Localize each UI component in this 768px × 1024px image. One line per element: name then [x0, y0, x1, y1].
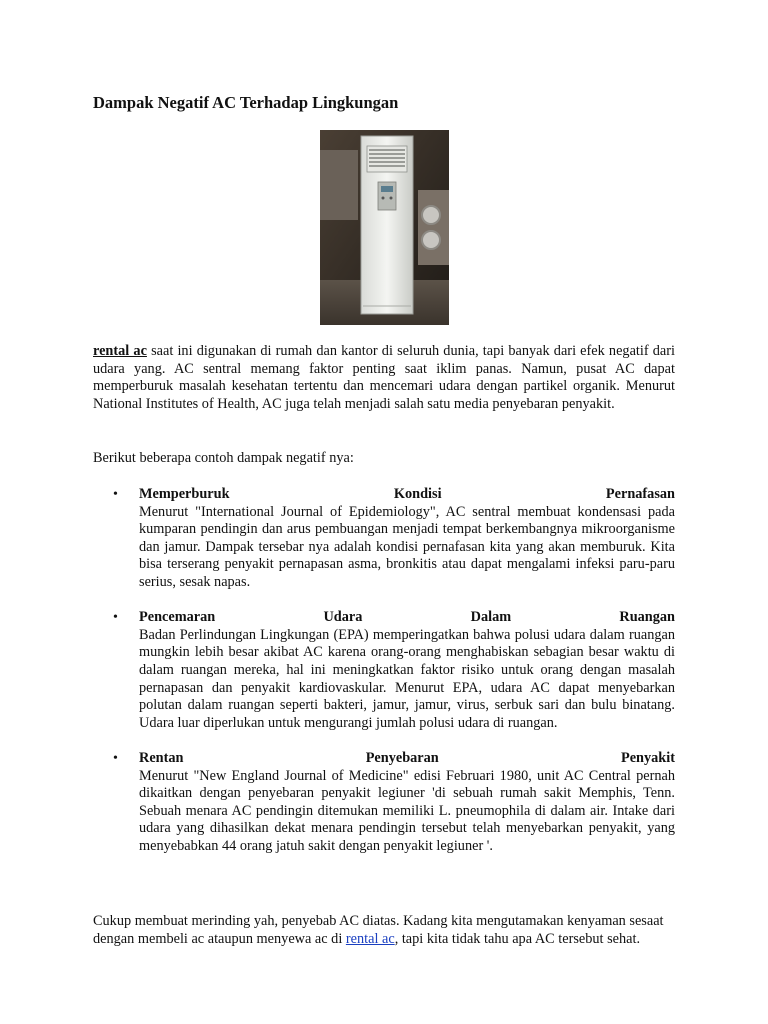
impact-list: [93, 486, 675, 873]
heading-word: Udara: [323, 609, 363, 626]
rental-ac-link-closing[interactable]: rental ac: [345, 930, 395, 947]
closing-text-before: Cukup membuat merinding yah, penyebab AC diatas. Kadang kita mengutamakan kenyaman sesaat dengan membeli ac ataupun menyewa ac di: [93, 913, 664, 947]
heading-word: Kondisi: [393, 486, 442, 502]
point-heading: [139, 486, 675, 504]
heading-word: Ruangan: [619, 609, 675, 626]
bullet-icon: •: [113, 487, 118, 502]
closing-paragraph: [93, 913, 675, 948]
lead-in-text: Berikut beberapa contoh dampak negatif nya:: [93, 450, 354, 466]
heading-word: Rentan: [139, 749, 184, 766]
closing-text-after: , tapi kita tidak tahu apa AC tersebut sehat.: [394, 930, 641, 947]
heading-word: Penyakit: [620, 749, 675, 766]
list-item: [93, 750, 675, 856]
point-heading: [139, 609, 675, 627]
bullet-icon: •: [113, 610, 118, 626]
document-title: Dampak Negatif AC Terhadap Lingkungan: [93, 93, 399, 112]
point-text: Menurut "International Journal of Epidemiology", AC sentral membuat kondensasi pada kumparan pendingin dan arus pembuangan menjadi tempat berkembangnya mikroorganisme dan jamur. Dampak tersebar nya adalah kondisi pernafasan kita yang akan memburuk. Kita bisa terserang penyakit pernapasan asma, bronkitis atau dapat mengalami infeksi paru-paru serius, sesak napas.: [139, 503, 675, 590]
list-item: [93, 486, 675, 592]
bullet-icon: •: [113, 750, 118, 766]
list-item: [93, 609, 675, 732]
heading-word: Pernafasan: [605, 486, 675, 502]
heading-word: Dalam: [470, 609, 512, 626]
rental-ac-link[interactable]: rental ac: [93, 343, 147, 359]
heading-word: Penyebaran: [365, 749, 439, 766]
intro-text: saat ini digunakan di rumah dan kantor di seluruh dunia, tapi banyak dari efek negatif dari udara yang. AC sentral memang faktor penting saat iklim panas. Namun, pusat AC dapat memperburuk masalah kesehatan tertentu dan mencemari udara dengan partikel organik. Menurut National Institutes of Health, AC juga telah menjadi salah satu media penyebaran penyakit.: [93, 343, 676, 412]
heading-word: Pencemaran: [139, 609, 216, 626]
point-heading: [139, 750, 675, 768]
heading-word: Memperburuk: [139, 486, 230, 502]
intro-paragraph: [93, 343, 675, 413]
point-text: Menurut "New England Journal of Medicine" edisi Februari 1980, unit AC Central pernah dikaitkan dengan penyebaran penyakit legiuner 'di sebuah rumah sakit Memphis, Tenn. Sebuah menara AC pendingin ditemukan memiliki L. pneumophila di dalam air. Intake dari udara yang dihasilkan dekat menara pendingin tersebut telah menyebarkan penyakit, yang menyebabkan 44 orang jatuh sakit dengan penyakit legiuner '.: [139, 767, 675, 854]
air-conditioner-photo: [320, 130, 449, 325]
point-text: Badan Perlindungan Lingkungan (EPA) memperingatkan bahwa polusi udara dalam ruangan mungkin lebih besar akibat AC karena orang-orang menghabiskan sebagian besar waktu di dalam ruangan mereka, hal ini meningkatkan faktor risiko untuk orang dengan masalah pernapasan dan penyakit kardiovaskular. Menurut EPA, udara AC dapat menyebarkan polutan dalam ruangan seperti bakteri, jamur, jamur, virus, serbuk sari dan bulu binatang. Udara luar diperlukan untuk mengurangi jumlah polusi udara di ruangan.: [139, 626, 675, 731]
